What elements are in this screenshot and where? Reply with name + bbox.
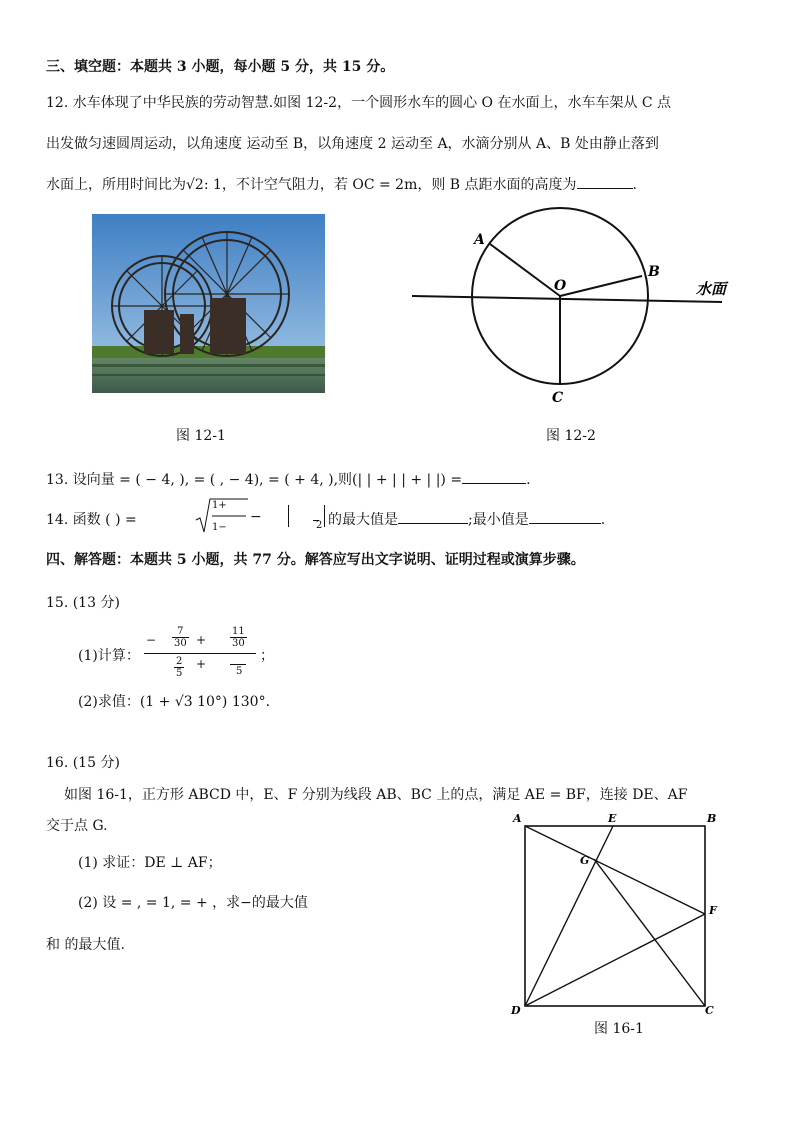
frac-num: 7 bbox=[172, 626, 189, 638]
label-E: E bbox=[608, 812, 617, 825]
label-C: C bbox=[552, 390, 564, 406]
q15-main-fraction-bar bbox=[144, 653, 256, 654]
q16-part2b: 和 的最大值. bbox=[46, 937, 125, 953]
q13-line bbox=[46, 469, 531, 489]
label-C: C bbox=[705, 1004, 714, 1017]
segment-AF bbox=[525, 826, 705, 914]
label-B: B bbox=[648, 264, 660, 280]
fig-12-2-caption: 图 12-2 bbox=[546, 428, 596, 444]
q15-bot-plus: + bbox=[196, 657, 207, 671]
square-diagram bbox=[505, 806, 725, 1020]
q15-title: 15. (13 分) bbox=[46, 595, 120, 611]
q13-text: 13. 设向量 = ( − 4, ), = ( , − 4), = ( + 4, ),则(| | + | | + | |) = bbox=[46, 472, 463, 488]
fig-12-1-caption: 图 12-1 bbox=[176, 428, 226, 444]
segment-GC bbox=[594, 859, 705, 1006]
q15-top-plus: + bbox=[196, 633, 207, 647]
q15-p1-label: (1)计算： bbox=[78, 648, 140, 664]
q14-sub2: 2 bbox=[316, 520, 323, 531]
q14-root-den: 1− bbox=[212, 522, 227, 533]
abs-bar-left bbox=[288, 505, 289, 527]
square-ABCD bbox=[525, 826, 705, 1006]
label-G: G bbox=[580, 854, 590, 867]
section-4-heading: 四、解答题：本题共 5 小题，共 77 分。解答应写出文字说明、证明过程或演算步骤。 bbox=[46, 552, 585, 568]
label-F: F bbox=[709, 904, 717, 917]
q14-small-fraction-bar bbox=[313, 520, 319, 521]
q15-frac-11-30 bbox=[230, 626, 247, 649]
label-D: D bbox=[511, 1004, 521, 1017]
radius-OB bbox=[560, 276, 642, 296]
q15-p2-expr: (1 + √3 10°) 130°. bbox=[139, 694, 271, 710]
q16-part2: (2) 设 = , = 1, = + ，求−的最大值 bbox=[78, 895, 308, 911]
q14-root-num: 1+ bbox=[212, 500, 227, 511]
q14-minus: − bbox=[250, 509, 262, 525]
q12-line3-end: . bbox=[632, 177, 637, 193]
abs-bar-right bbox=[324, 505, 325, 527]
circle-diagram bbox=[400, 200, 740, 410]
q13-end: . bbox=[526, 472, 531, 488]
frac-den: 30 bbox=[174, 638, 187, 649]
q15-p2-label: (2)求值： bbox=[78, 694, 140, 710]
q15-bot-right-bar bbox=[230, 664, 246, 665]
q15-p2 bbox=[78, 691, 270, 711]
q15-top-sign: − bbox=[146, 633, 157, 647]
q14-line bbox=[46, 509, 137, 529]
q14-min-blank bbox=[529, 509, 601, 524]
segment-DF bbox=[525, 914, 705, 1006]
label-water: 水面 bbox=[696, 280, 727, 298]
frac-den: 30 bbox=[232, 638, 245, 649]
q15-p1-end: ； bbox=[260, 648, 274, 664]
q15-bot-right-den: 5 bbox=[236, 666, 243, 677]
q16-title: 16. (15 分) bbox=[46, 755, 120, 771]
label-O: O bbox=[554, 278, 567, 294]
q14-pre: 14. 函数 ( ) = bbox=[46, 512, 137, 528]
q16-line1: 如图 16-1，正方形 ABCD 中，E、F 分别为线段 AB、BC 上的点，满足 AE = BF，连接 DE、AF bbox=[64, 787, 688, 803]
label-A: A bbox=[513, 812, 522, 825]
q12-ratio: √2: 1 bbox=[186, 177, 222, 193]
water-line bbox=[412, 296, 722, 302]
frac-den: 5 bbox=[176, 668, 183, 679]
q12-answer-blank bbox=[577, 174, 633, 189]
q12-line2: 出发做匀速圆周运动，以角速度 运动至 B，以角速度 2 运动至 A，水滴分别从 A、B 处由静止落到 bbox=[46, 136, 659, 152]
radius-OA bbox=[490, 244, 560, 296]
q15-frac-7-30 bbox=[172, 626, 189, 649]
frac-num: 2 bbox=[176, 656, 183, 667]
q12-line3-mid: ，不计空气阻力，若 OC = 2m，则 B 点距水面的高度为 bbox=[221, 177, 577, 193]
label-A: A bbox=[474, 232, 485, 248]
q14-rest bbox=[328, 509, 605, 529]
q15-frac-2-5 bbox=[174, 656, 184, 679]
waterwheel-photo bbox=[92, 214, 325, 393]
label-B: B bbox=[707, 812, 717, 825]
q12-line1: 12. 水车体现了中华民族的劳动智慧.如图 12-2，一个圆形水车的圆心 O 在水面上，水车车架从 C 点 bbox=[46, 95, 672, 111]
section-3-heading: 三、填空题：本题共 3 小题，每小题 5 分，共 15 分。 bbox=[46, 59, 395, 75]
q16-line2: 交于点 G. bbox=[46, 818, 108, 834]
q12-line3 bbox=[46, 174, 637, 194]
frac-num: 11 bbox=[232, 626, 245, 637]
fig-16-1-caption: 图 16-1 bbox=[594, 1021, 644, 1037]
q13-answer-blank bbox=[462, 469, 526, 484]
q14-end: . bbox=[600, 512, 606, 528]
q14-max-blank bbox=[398, 509, 468, 524]
segment-DE bbox=[525, 826, 613, 1006]
q14-mid: 的最大值是 bbox=[328, 512, 398, 528]
q14-mid2: ;最小值是 bbox=[468, 512, 529, 528]
q16-part1: (1) 求证：DE ⊥ AF； bbox=[78, 855, 222, 871]
q12-line3-pre: 水面上，所用时间比为 bbox=[46, 177, 186, 193]
